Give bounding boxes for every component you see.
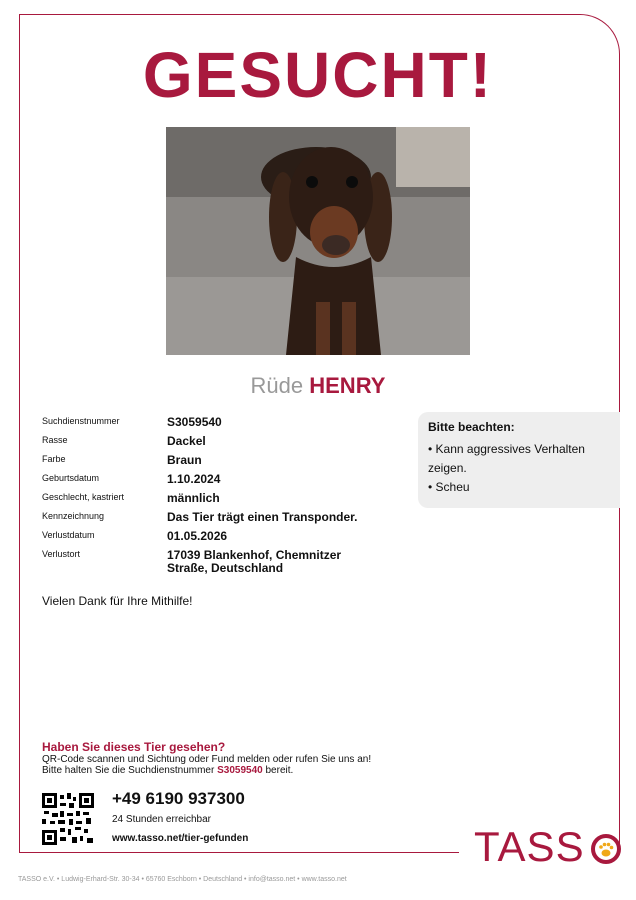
detail-row [42, 435, 402, 454]
detail-value: Das Tier trägt einen Transponder. [167, 510, 358, 524]
detail-label: Verlustdatum [42, 530, 95, 540]
detail-value: 01.05.2026 [167, 529, 228, 543]
cta-title: Haben Sie dieses Tier gesehen? [42, 740, 226, 754]
cta-line: QR-Code scannen und Sichtung oder Fund melden oder rufen Sie uns an! [42, 754, 372, 765]
detail-row [42, 416, 402, 435]
note-box [418, 412, 620, 508]
detail-row [42, 454, 402, 473]
detail-label: Suchdienstnummer [42, 416, 120, 426]
frame-divider [19, 852, 459, 853]
cta-line-suffix: bereit. [265, 765, 294, 776]
phone-number[interactable]: +49 6190 937300 [112, 789, 245, 808]
detail-value: Dackel [167, 434, 206, 448]
detail-row [42, 473, 402, 492]
qr-code-icon[interactable] [42, 793, 94, 845]
tasso-logo: TASS [474, 823, 585, 870]
website-link[interactable]: www.tasso.net/tier-gefunden [112, 833, 249, 844]
footer-address: TASSO e.V. • Ludwig-Erhard-Str. 30-34 • 65760 Eschborn • Deutschland • info@tasso.net • www.tasso.net [18, 876, 347, 883]
note-item: • Kann aggressives Verhalten zeigen. [428, 442, 585, 475]
pet-name: HENRY [309, 373, 386, 398]
note-item: • Scheu [428, 480, 470, 494]
detail-label: Farbe [42, 454, 66, 464]
detail-label: Geburtsdatum [42, 473, 100, 483]
detail-label: Rasse [42, 435, 68, 445]
pet-name-line [0, 373, 636, 399]
poster-title: GESUCHT! [142, 39, 494, 111]
availability-text: 24 Stunden erreichbar [112, 814, 211, 825]
dog-photo [166, 127, 470, 355]
note-title: Bitte beachten: [428, 420, 515, 434]
detail-row [42, 511, 402, 530]
detail-value: S3059540 [167, 415, 222, 429]
detail-label: Kennzeichnung [42, 511, 105, 521]
cta-text [42, 754, 462, 776]
detail-row [42, 492, 402, 511]
search-number: S3059540 [217, 765, 263, 776]
detail-value: 1.10.2024 [167, 472, 221, 486]
pet-gender: Rüde [250, 373, 304, 398]
detail-row [42, 530, 402, 549]
detail-label: Geschlecht, kastriert [42, 492, 125, 502]
detail-value: Braun [167, 453, 202, 467]
paw-icon [590, 832, 622, 866]
pet-details [42, 416, 402, 579]
cta-line-prefix: Bitte halten Sie die Suchdienstnummer [42, 765, 215, 776]
detail-label: Verlustort [42, 549, 81, 559]
detail-value: männlich [167, 491, 220, 505]
detail-value: 17039 Blankenhof, Chemnitzer Straße, Deutschland [167, 548, 342, 575]
thanks-text: Vielen Dank für Ihre Mithilfe! [42, 594, 193, 608]
detail-row [42, 549, 402, 579]
cta-line [42, 765, 462, 776]
